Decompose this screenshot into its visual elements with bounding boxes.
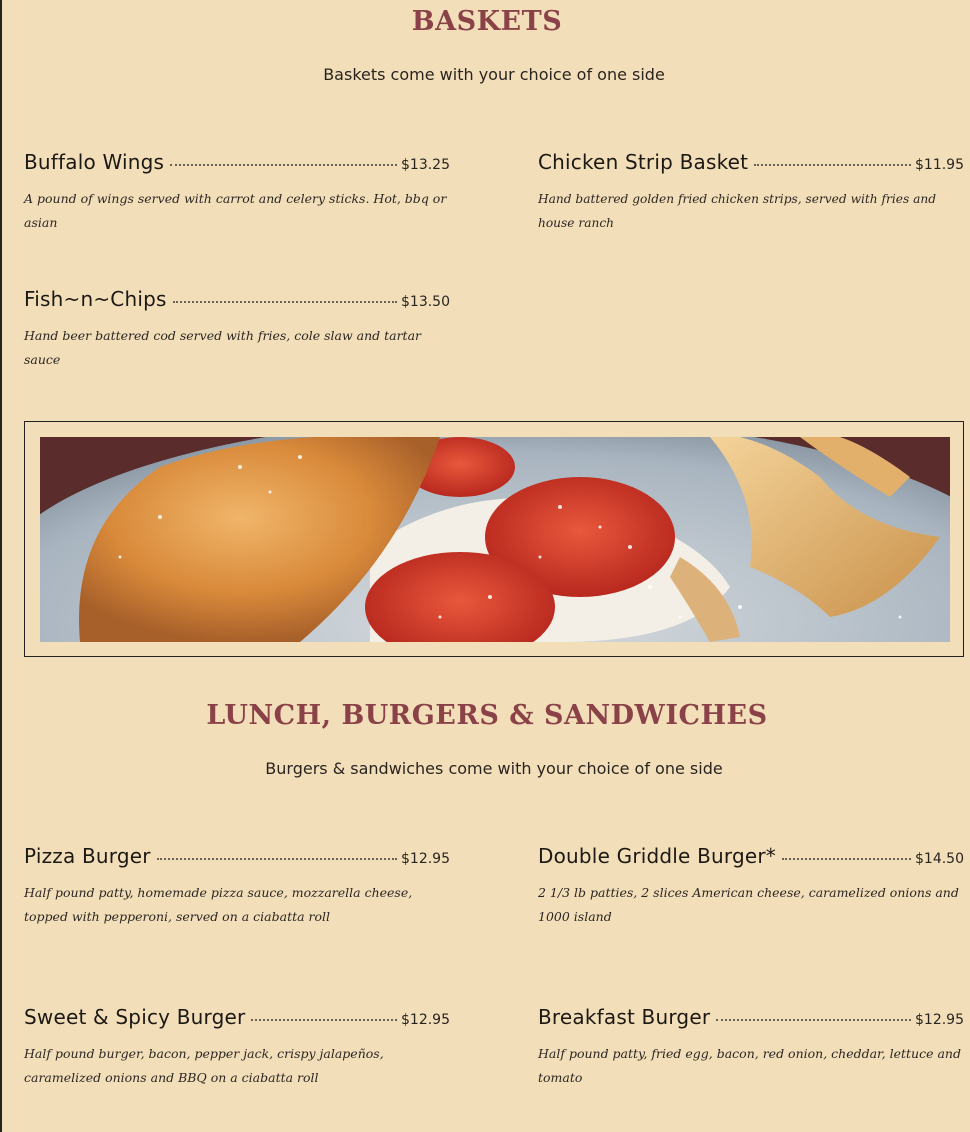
item-price: $14.50 xyxy=(915,851,964,867)
item-description: Half pound patty, homemade pizza sauce, mozzarella cheese, topped with pepperoni, served on a ciabatta roll xyxy=(24,885,413,924)
menu-item xyxy=(24,150,450,235)
menu-item xyxy=(24,287,450,372)
item-price: $13.25 xyxy=(401,157,450,173)
item-name: Sweet & Spicy Burger xyxy=(24,1005,246,1029)
menu-item xyxy=(538,844,964,929)
photo-frame xyxy=(24,421,964,657)
food-photo-illustration xyxy=(40,437,950,642)
item-price: $11.95 xyxy=(915,157,964,173)
menu-item xyxy=(538,150,964,235)
menu-item xyxy=(24,1005,450,1090)
item-name: Fish~n~Chips xyxy=(24,287,167,311)
menu-item xyxy=(24,844,450,929)
item-name: Double Griddle Burger* xyxy=(538,844,777,868)
item-price: $13.50 xyxy=(401,294,450,310)
dot-leader xyxy=(170,164,397,166)
item-name: Pizza Burger xyxy=(24,844,151,868)
dot-leader xyxy=(173,301,397,303)
item-price: $12.95 xyxy=(401,1012,450,1028)
baskets-title: BASKETS xyxy=(411,6,563,37)
dot-leader xyxy=(782,858,911,860)
menu-item xyxy=(538,1005,964,1090)
item-description: Half pound patty, fried egg, bacon, red onion, cheddar, lettuce and tomato xyxy=(538,1046,961,1085)
food-photo xyxy=(40,437,950,642)
dot-leader xyxy=(157,858,397,860)
item-description: Hand battered golden fried chicken strips, served with fries and house ranch xyxy=(538,192,937,230)
dot-leader xyxy=(251,1019,397,1021)
dot-leader xyxy=(754,164,911,166)
dot-leader xyxy=(716,1019,911,1021)
baskets-subtitle: Baskets come with your choice of one side xyxy=(323,65,665,84)
item-description: A pound of wings served with carrot and celery sticks. Hot, bbq or asian xyxy=(24,191,447,230)
item-description: 2 1/3 lb patties, 2 slices American cheese, caramelized onions and 1000 island xyxy=(538,885,959,924)
item-description: Half pound burger, bacon, pepper jack, crispy jalapeños, caramelized onions and BBQ on a ciabatta roll xyxy=(24,1046,384,1085)
lunch-subtitle: Burgers & sandwiches come with your choice of one side xyxy=(265,759,723,778)
item-name: Buffalo Wings xyxy=(24,150,165,174)
item-description: Hand beer battered cod served with fries, cole slaw and tartar sauce xyxy=(24,328,422,367)
item-price: $12.95 xyxy=(401,851,450,867)
item-name: Breakfast Burger xyxy=(538,1005,711,1029)
lunch-title: LUNCH, BURGERS & SANDWICHES xyxy=(206,700,768,731)
item-name: Chicken Strip Basket xyxy=(538,150,749,174)
item-price: $12.95 xyxy=(915,1012,964,1028)
